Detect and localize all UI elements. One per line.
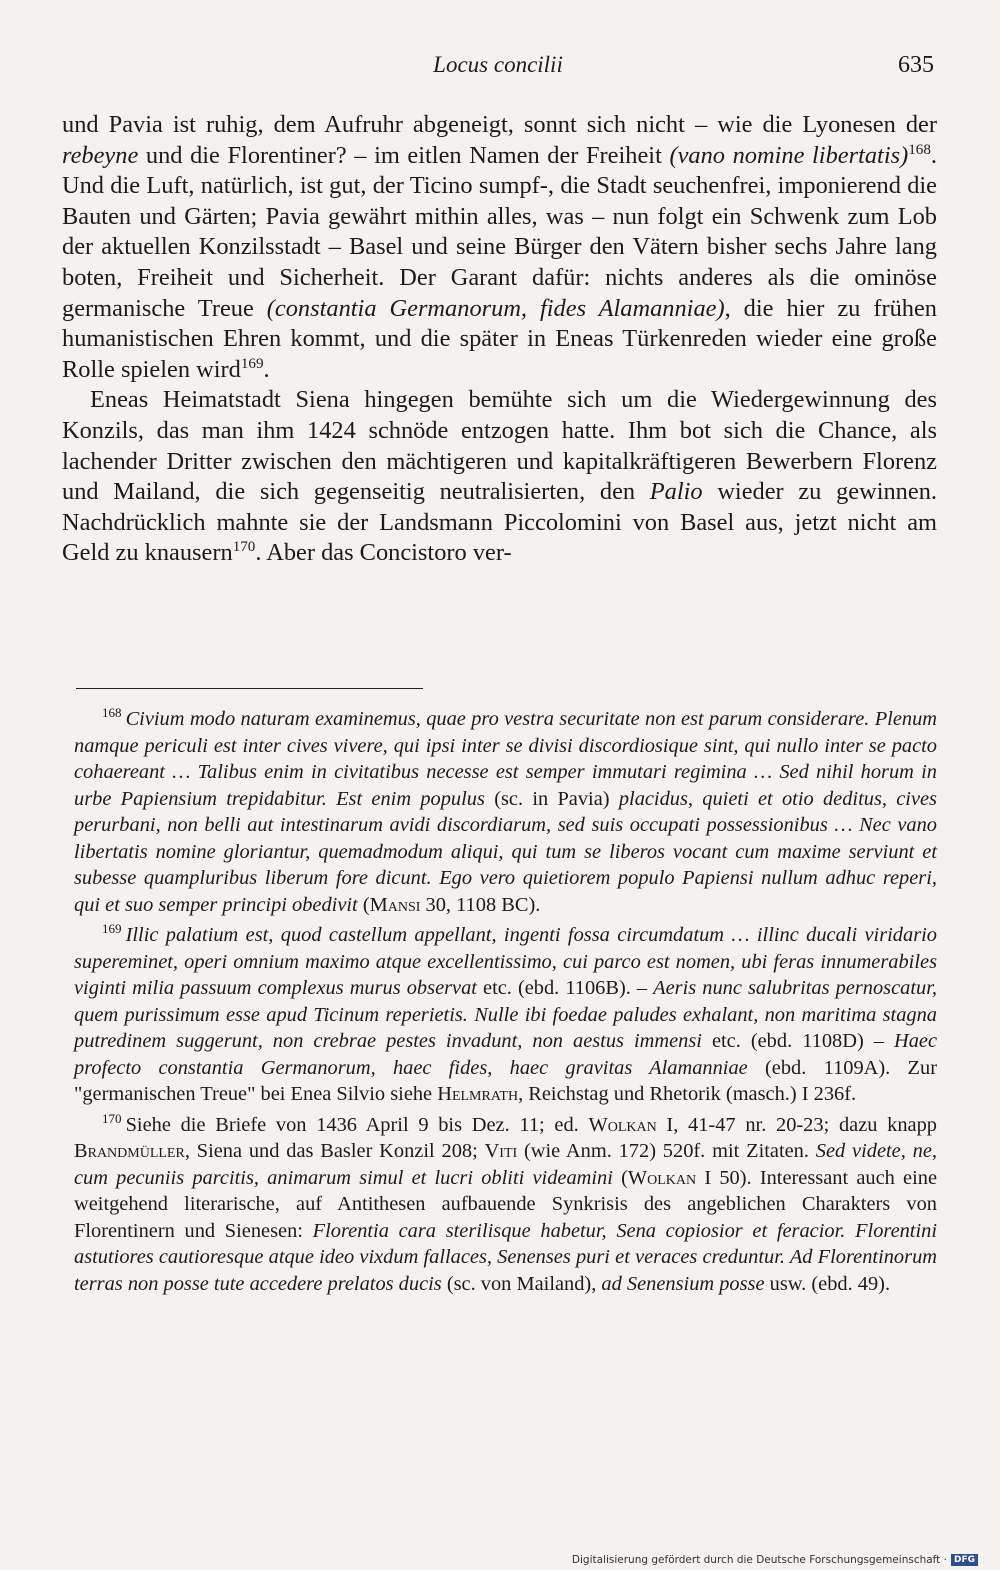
text-run: I 50). Interessant auch eine weitgehend literarische, auf Antithesen aufbauende Synkrisis des angeblichen Charakters von Florentinern und Sienesen: — [74, 1166, 937, 1242]
text-run: und die Florentiner? – im eitlen Namen der Freiheit — [138, 141, 670, 169]
credit-text: Digitalisierung gefördert durch die Deutsche Forschungsgemeinschaft · — [571, 1554, 947, 1566]
footnote-ref: 169 — [240, 355, 264, 372]
footnote-number: 168 — [102, 705, 122, 721]
text-run: wieder zu gewinnen. Nachdrücklich mahnte sie der Landsmann Piccolomini von Basel aus, jetzt nicht am Geld zu knausern — [62, 478, 937, 567]
text-run: (ebd. 1109A). Zur "germanischen Treue" bei Enea Silvio siehe — [74, 1056, 937, 1105]
text-run: (wie Anm. 172) 520f. mit Zitaten. — [517, 1140, 816, 1162]
digitization-credit — [572, 1554, 978, 1566]
text-run: . — [263, 355, 270, 383]
text-run: Aeris nunc salubritas pernoscatur, quem purissimum esse apud Ticinum reperietis. Nulle ibi foedae paludes exhalant, non maritima stagna putredinem suggerunt, non crebrae pestes invadunt, non aestus immensi — [74, 977, 937, 1052]
footnote-169 — [74, 922, 937, 1108]
footnote-ref: 170 — [232, 539, 256, 556]
text-run: , Reichstag und Rhetorik (masch.) I 236f. — [518, 1083, 857, 1105]
page-number: 635 — [898, 52, 934, 78]
footnotes — [74, 706, 937, 1301]
text-run: Brandmüller — [74, 1140, 185, 1162]
text-run: , Siena und das Basler Konzil 208; — [184, 1140, 485, 1162]
text-run: ( — [612, 1166, 628, 1189]
text-run: I, 41-47 nr. 20-23; dazu knapp — [656, 1113, 937, 1136]
text-run: Siehe die Briefe von 1436 April 9 bis Dez. 11; ed. — [125, 1113, 589, 1136]
text-run: Florentia cara sterilisque habetur, Sena copiosior et feracior. Florentini astutiores cautioresque atque ideo vixdum fallaces, Senenses puri et veraces creduntur. Ad Florentinorum terras non posse tute accedere prelatos ducis — [74, 1219, 938, 1295]
footnote-170 — [74, 1112, 937, 1298]
running-title: Locus concilii — [433, 52, 563, 77]
footnote-number: 170 — [102, 1110, 122, 1126]
text-run: (sc. in Pavia) — [484, 787, 619, 810]
text-run: (sc. von Mailand), — [441, 1272, 602, 1295]
text-run: Palio — [649, 478, 703, 506]
paragraph-1 — [62, 110, 937, 385]
footnote-ref: 168 — [908, 141, 931, 158]
text-run: Eneas Heimatstadt Siena hingegen bemühte sich um die Wiedergewinnung des Konzils, das man ihm 1424 schnöde entzogen hatte. Ihm bot sich die Chance, als lachender Dritter zwischen den mächtigeren und kapitalkräftigeren Bewerbern Florenz und Mailand, die sich gegenseitig neutralisierten, den — [62, 386, 937, 506]
footnote-168 — [74, 706, 937, 918]
text-run: usw. (ebd. 49). — [764, 1272, 891, 1295]
text-run: etc. (ebd. 1106B). – — [476, 977, 654, 999]
text-run: Mansi — [369, 893, 421, 916]
text-run: Viti — [484, 1140, 518, 1162]
text-run: ( — [357, 893, 370, 916]
text-run: 30, 1108 BC). — [420, 893, 541, 916]
text-run: Civium modo naturam examinemus, quae pro vestra securitate non est parum considerare. Plenum namque periculi est inter cives vivere, qui ipsi inter se divisi discordiosique sint, qui nullo inter se pacto cohaereant … Talibus enim in civitatibus necesse est semper immutari regimina … Sed nihil horum in urbe Papiensium trepidabitur. Est enim populus — [74, 708, 937, 810]
text-run: Helmrath — [437, 1083, 519, 1105]
main-text — [62, 110, 937, 569]
footnote-number: 169 — [102, 921, 122, 937]
text-run: Wolkan — [588, 1113, 657, 1136]
text-run: und Pavia ist ruhig, dem Aufruhr abgeneigt, sonnt sich nicht – wie die Lyonesen der — [62, 111, 937, 138]
text-run: , die hier zu frühen humanistischen Ehren kommt, und die später in Eneas Türkenreden wieder eine große Rolle spielen wird — [62, 294, 937, 383]
text-run: Sed videte, ne, cum pecuniis parcitis, animarum simul et lucri obliti videamini — [74, 1140, 937, 1189]
paragraph-2 — [62, 385, 937, 569]
text-run: (vano nomine libertatis) — [669, 141, 909, 169]
page-header — [62, 52, 934, 86]
text-run: . Aber das Concistoro ver- — [255, 539, 512, 567]
footnote-separator — [76, 688, 423, 689]
text-run: ad Senensium posse — [601, 1272, 765, 1295]
text-run: (constantia Germanorum, fides Alamanniae) — [266, 294, 725, 322]
text-run: Wolkan — [627, 1166, 697, 1189]
text-run: rebeyne — [62, 141, 139, 169]
dfg-logo: DFG — [951, 1554, 978, 1566]
text-run: Haec profecto constantia Germanorum, haec fides, haec gravitas Alamanniae — [74, 1030, 937, 1079]
text-run: etc. (ebd. 1108D) – — [701, 1030, 894, 1052]
text-run: . Und die Luft, natürlich, ist gut, der Ticino sumpf-, die Stadt seuchenfrei, imponierend die Bauten und Gärten; Pavia gewährt mithin alles, was – nun folgt ein Schwenk zum Lob der aktuellen Konzilsstadt – Basel und seine Bürger den Vätern bisher sechs Jahre lang boten, Freiheit und Sicherheit. Der Garant dafür: nichts anderes als die ominöse germanische Treue — [62, 141, 937, 322]
text-run: Illic palatium est, quod castellum appellant, ingenti fossa circumdatum … illinc ducali viridario supereminet, operi omnium maximo atque excellentissimo, cui parco est nomen, ubi feras innumerabiles viginti milia passuum complexus murus observat — [74, 924, 937, 999]
text-run: placidus, quieti et otio deditus, cives perurbani, non belli aut intestinarum avidi discordiarum, sed suis occupati possessionibus … Nec vano libertatis nomine gloriantur, quemadmodum aliqui, qui tum se liberos vocant cum maxime serviunt et subesse quampluribus liberum fore dicunt. Ego vero quietiorem populo Papiensi nullum adhuc reperi, qui et suo semper principi obedivit — [74, 787, 937, 916]
